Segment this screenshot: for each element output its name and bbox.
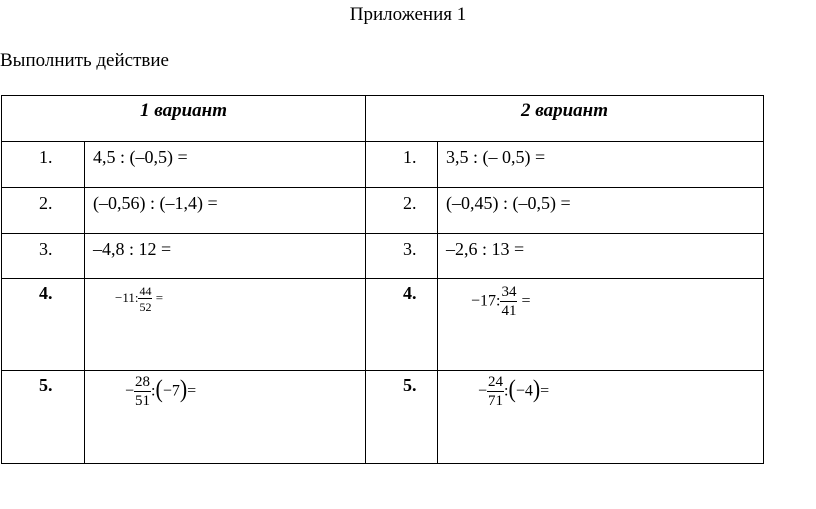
header-row (2, 96, 764, 142)
right-paren: ) (179, 373, 188, 403)
row-number: 5. (366, 371, 438, 464)
row-number: 1. (366, 142, 438, 188)
math-expression (85, 279, 365, 313)
equals-sign: = (187, 382, 197, 400)
expression-cell: 3,5 : (– 0,5) = (438, 142, 764, 188)
row-number: 4. (366, 279, 438, 371)
division-colon: : (151, 382, 156, 400)
expression-cell (85, 279, 366, 371)
row-number: 2. (2, 188, 85, 234)
table-row (2, 234, 764, 279)
right-paren: ) (532, 373, 541, 403)
expression-cell: (–0,45) : (–0,5) = (438, 188, 764, 234)
equals-sign: = (155, 289, 164, 305)
task-instruction: Выполнить действие (0, 50, 169, 71)
row-number: 4. (2, 279, 85, 371)
expression-cell: (–0,56) : (–1,4) = (85, 188, 366, 234)
minus-sign: − (478, 382, 488, 400)
numerator: 34 (501, 284, 517, 300)
expression-cell (85, 371, 366, 464)
fraction (500, 285, 517, 319)
expression-cell (438, 279, 764, 371)
exercise-table (1, 95, 764, 464)
table-row (2, 142, 764, 188)
denominator: 51 (135, 393, 151, 409)
row-number: 5. (2, 371, 85, 464)
expression-cell: –4,8 : 12 = (85, 234, 366, 279)
left-paren: ( (508, 373, 516, 403)
equals-sign: = (540, 382, 550, 400)
table-row (2, 371, 764, 464)
fraction (134, 375, 151, 409)
numerator: 24 (488, 374, 504, 390)
variant-1-header: 1 вариант (2, 96, 366, 142)
row-number: 1. (2, 142, 85, 188)
denominator: 52 (139, 300, 152, 314)
row-number: 3. (2, 234, 85, 279)
numerator: 44 (139, 284, 152, 298)
denominator: 41 (501, 303, 517, 319)
expression-cell: 4,5 : (–0,5) = (85, 142, 366, 188)
row-number: 2. (366, 188, 438, 234)
fraction (487, 375, 504, 409)
left-paren: ( (155, 373, 163, 403)
math-expression (438, 279, 763, 319)
expression-cell (438, 371, 764, 464)
table-row (2, 279, 764, 371)
expr-prefix: −11: (115, 289, 139, 305)
equals-sign: = (521, 292, 531, 310)
numerator: 28 (135, 374, 151, 390)
division-colon: : (504, 382, 509, 400)
expression-cell: –2,6 : 13 = (438, 234, 764, 279)
math-expression (438, 371, 763, 409)
row-number: 3. (366, 234, 438, 279)
variant-2-header: 2 вариант (366, 96, 764, 142)
table-row (2, 188, 764, 234)
divisor-value: −7 (162, 382, 180, 400)
fraction (138, 285, 152, 313)
math-expression (85, 371, 365, 409)
page-title: Приложения 1 (349, 4, 467, 25)
divisor-value: −4 (515, 382, 533, 400)
expr-prefix: −17: (471, 292, 501, 310)
denominator: 71 (488, 393, 504, 409)
minus-sign: − (125, 382, 135, 400)
